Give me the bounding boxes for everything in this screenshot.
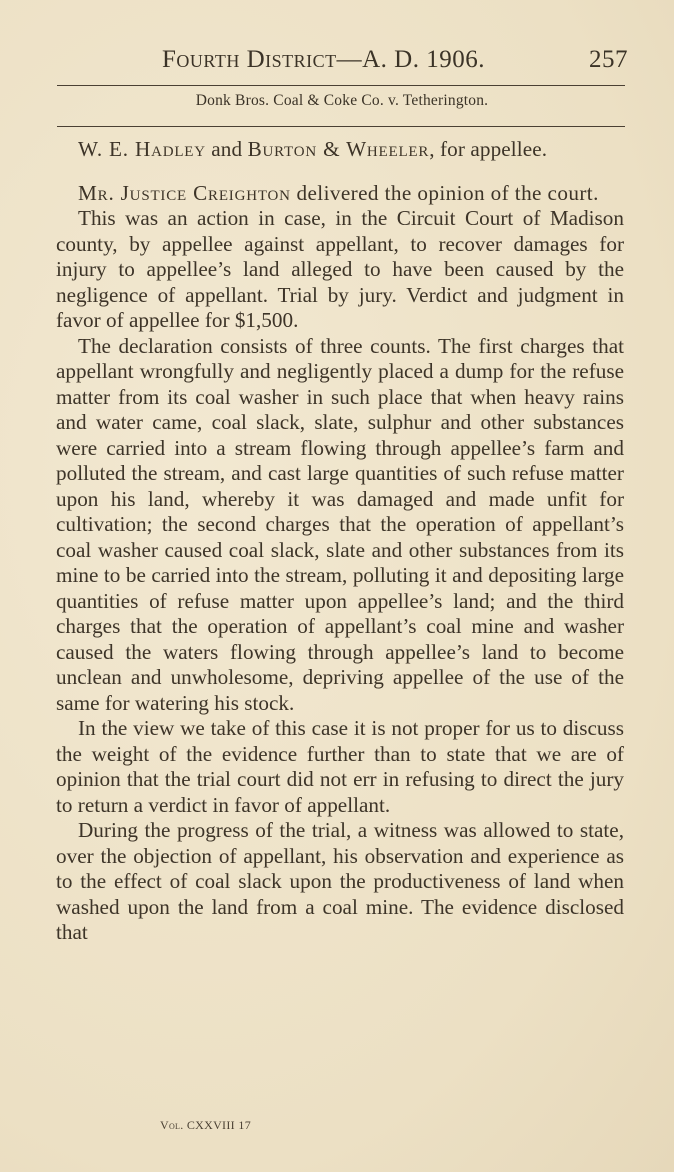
header-rule-bottom	[57, 126, 625, 127]
running-head-title: Fourth District—A. D. 1906.	[162, 46, 485, 73]
page-number: 257	[589, 46, 628, 73]
volume-label: Vol. CXXVIII	[160, 1118, 235, 1132]
counsel-line	[56, 137, 624, 163]
signature-number: 17	[234, 1118, 252, 1132]
body-text	[56, 137, 624, 946]
opinion-intro	[56, 181, 624, 207]
counsel-name-1	[78, 137, 206, 161]
counsel-role: , for appellee.	[429, 137, 548, 161]
signature-mark	[160, 1118, 251, 1133]
paragraph-1: This was an action in case, in the Circuit Court of Madison county, by appellee against appellant, to recover damages for injury to appellee’s land alleged to have been caused by the negligence of appellant. Trial by jury. Verdict and judgment in favor of appellee for $1,500.	[56, 206, 624, 332]
paragraph-2: The declaration consists of three counts. The first charges that appellant wrongfully and negligently placed a dump for the refuse matter from its coal washer in such place that when heavy rains and water came, coal slack, slate, sulphur and other substances were carried into a stream flowing through appellee’s farm and polluted the stream, and cast large quantities of such refuse matter upon his land, whereby it was damaged and made unfit for cultivation; the second charges that the operation of appellant’s coal washer caused coal slack, slate and other substances from its mine to be carried into the stream, polluting it and depositing large quantities of refuse matter upon appellee’s land; and the third charges that the operation of appellant’s coal mine and washer caused the waters flowing through appellee’s land to become unclean and unwholesome, depriving appellee of the use of the same for watering his stock.	[56, 333, 624, 715]
opinion-intro-text: delivered the opinion of the court.	[290, 180, 599, 205]
header-rule-top	[57, 85, 625, 86]
counsel-connector: and	[205, 137, 248, 161]
counsel-name-2: Burton & Wheeler	[247, 137, 430, 161]
justice-name: Mr. Justice Creighton	[78, 180, 291, 205]
counsel-name-1-text: W. E. Hadley	[78, 137, 206, 161]
paragraph-4: During the progress of the trial, a witness was allowed to state, over the objection of appellant, his observation and experience as to the effect of coal slack upon the productiveness of land when washed upon the land from a coal mine. The evidence disclosed that	[56, 818, 624, 944]
paragraph-3: In the view we take of this case it is not proper for us to discuss the weight of the evidence further than to state that we are of opinion that the trial court did not err in refusing to direct the jury to return a verdict in favor of appellant.	[56, 716, 624, 817]
case-caption: Donk Bros. Coal & Coke Co. v. Tetherington.	[195, 92, 489, 109]
running-head	[162, 46, 628, 76]
